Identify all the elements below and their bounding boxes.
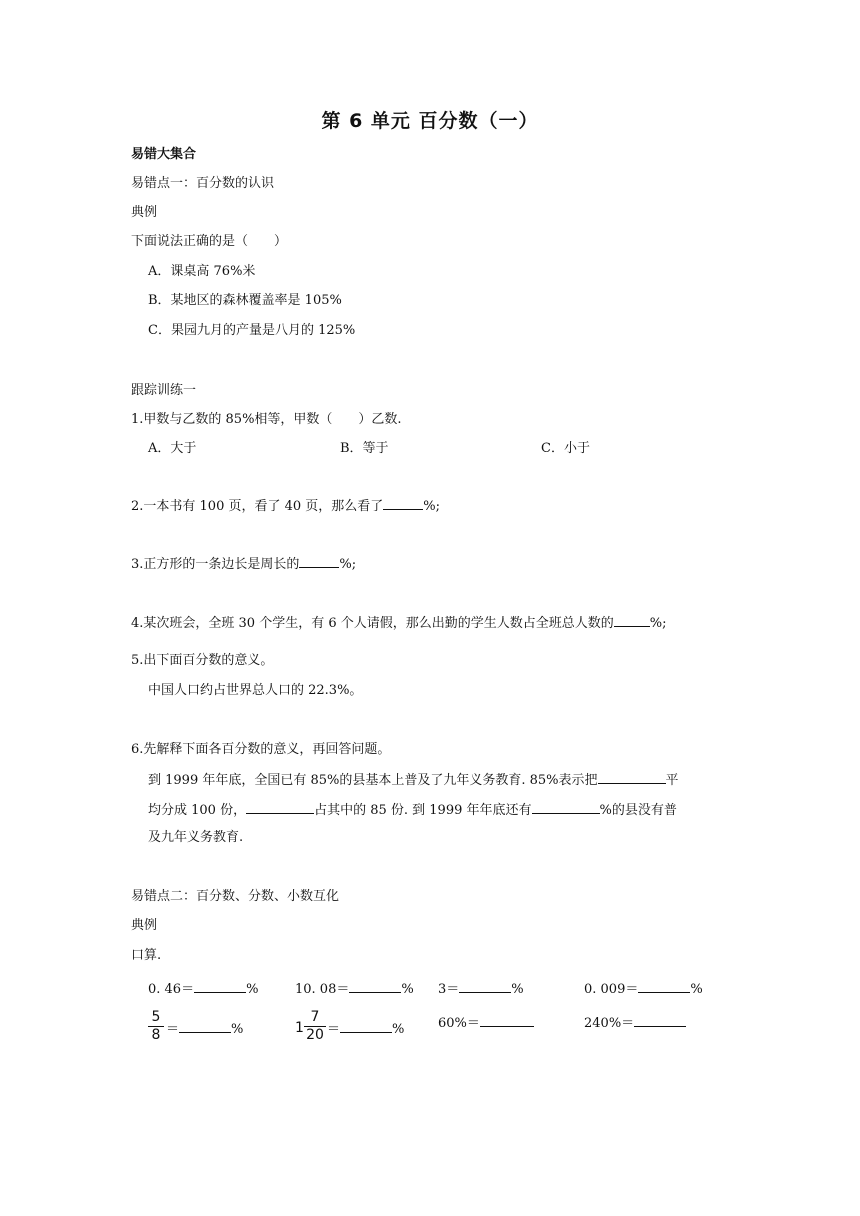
calc-item-7 xyxy=(438,1014,534,1032)
fraction-numerator: 7 xyxy=(310,1009,320,1025)
training1-q2 xyxy=(131,497,440,515)
training1-q5-text: 中国人口约占世界总人口的 22.3%。 xyxy=(148,683,363,698)
calc-expr: 60%＝ xyxy=(438,1016,480,1031)
calc-item-3 xyxy=(438,980,524,998)
training1-q1-option-a: A．大于 xyxy=(148,441,197,456)
training1-q5: 5.出下面百分数的意义。 xyxy=(131,653,274,668)
q2-blank[interactable] xyxy=(383,497,423,510)
calc-blank[interactable] xyxy=(634,1014,686,1027)
q6-blank-1[interactable] xyxy=(598,771,666,784)
training1-q3 xyxy=(131,555,356,573)
calc-expr: 240%＝ xyxy=(584,1016,635,1031)
point1-option-b: B．某地区的森林覆盖率是 105% xyxy=(148,293,342,308)
calc-eq: ＝ xyxy=(166,1022,180,1037)
calc-blank[interactable] xyxy=(349,980,401,993)
point1-heading: 易错点一：百分数的认识 xyxy=(131,176,275,191)
fraction-7-20 xyxy=(304,1010,326,1043)
training1-q6: 6.先解释下面各百分数的意义，再回答问题。 xyxy=(131,742,391,757)
training1-q1-option-b: B．等于 xyxy=(340,441,389,456)
calc-item-5 xyxy=(166,1020,243,1038)
calc-suffix: % xyxy=(392,1022,405,1037)
point1-option-a: A．课桌高 76%米 xyxy=(148,264,256,279)
calc-item-2 xyxy=(295,980,414,998)
q6-blank-2[interactable] xyxy=(246,801,314,814)
q3-text: 3.正方形的一条边长是周长的 xyxy=(131,557,300,572)
training1-heading: 跟踪训练一 xyxy=(131,383,197,398)
calc-blank[interactable] xyxy=(340,1020,392,1033)
point2-example-label: 典例 xyxy=(131,918,158,933)
calc-expr: 10. 08＝ xyxy=(295,982,350,997)
fraction-denominator: 20 xyxy=(306,1027,324,1043)
q6-line1-end: 平 xyxy=(665,773,679,788)
q6-line2-mid: 占其中的 85 份. 到 1999 年年底还有 xyxy=(314,803,532,818)
calc-expr: 0. 009＝ xyxy=(584,982,639,997)
calc-item-8 xyxy=(584,1014,686,1032)
q4-blank[interactable] xyxy=(614,614,650,627)
fraction-5-8 xyxy=(148,1010,164,1043)
calc-expr: 3＝ xyxy=(438,982,460,997)
calc-item-4 xyxy=(584,980,703,998)
fraction-denominator: 8 xyxy=(151,1027,161,1043)
calc-suffix: % xyxy=(246,982,259,997)
training1-q6-line2 xyxy=(148,801,677,819)
q2-text: 2.一本书有 100 页，看了 40 页，那么看了 xyxy=(131,499,384,514)
q3-blank[interactable] xyxy=(299,555,339,568)
training1-q1-option-c: C．小于 xyxy=(541,441,590,456)
calc-suffix: % xyxy=(690,982,703,997)
calc-blank[interactable] xyxy=(194,980,246,993)
calc-suffix: % xyxy=(401,982,414,997)
q4-suffix: %; xyxy=(649,616,667,631)
point1-option-c: C．果园九月的产量是八月的 125% xyxy=(148,323,356,338)
calc-blank[interactable] xyxy=(638,980,690,993)
q6-line1-text: 到 1999 年年底，全国已有 85%的县基本上普及了九年义务教育. 85%表示把 xyxy=(148,773,598,788)
q3-suffix: %; xyxy=(339,557,357,572)
training1-q4 xyxy=(131,614,666,632)
q6-line2-text: 均分成 100 份， xyxy=(148,803,247,818)
calc-eq: ＝ xyxy=(327,1022,341,1037)
calc-expr: 0. 46＝ xyxy=(148,982,195,997)
fraction-numerator: 5 xyxy=(151,1009,161,1025)
page-title: 第 6 单元 百分数（一） xyxy=(321,110,539,132)
section-heading: 易错大集合 xyxy=(131,147,197,162)
calc-blank[interactable] xyxy=(480,1014,534,1027)
calc-blank[interactable] xyxy=(179,1020,231,1033)
q6-line2-end: %的县没有普 xyxy=(599,803,677,818)
q4-text: 4.某次班会，全班 30 个学生，有 6 个人请假，那么出勤的学生人数占全班总人数的 xyxy=(131,616,614,631)
calc-item-1 xyxy=(148,980,258,998)
q6-blank-3[interactable] xyxy=(532,801,600,814)
calc-suffix: % xyxy=(511,982,524,997)
calc-item-6 xyxy=(327,1020,404,1038)
point1-example-label: 典例 xyxy=(131,205,158,220)
training1-q6-line1 xyxy=(148,771,679,789)
point1-question: 下面说法正确的是（ ） xyxy=(131,234,288,249)
mixed-whole: 1 xyxy=(295,1020,304,1036)
training1-q1: 1.甲数与乙数的 85%相等，甲数（ ）乙数. xyxy=(131,412,402,427)
calc-blank[interactable] xyxy=(459,980,511,993)
point2-instruction: 口算. xyxy=(131,948,162,963)
training1-q6-line3: 及九年义务教育. xyxy=(148,830,244,845)
q2-suffix: %; xyxy=(423,499,441,514)
calc-suffix: % xyxy=(231,1022,244,1037)
point2-heading: 易错点二：百分数、分数、小数互化 xyxy=(131,889,340,904)
